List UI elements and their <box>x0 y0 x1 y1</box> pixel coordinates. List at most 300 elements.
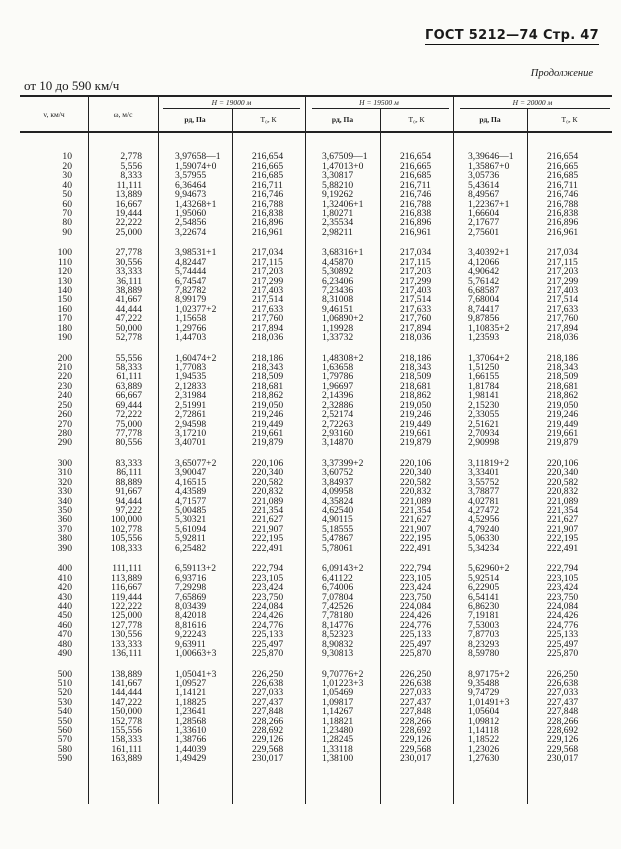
temperature-20000-cell: 228,266 <box>547 715 579 727</box>
speed-kmh-cell: 550 <box>57 715 72 727</box>
column-divider <box>158 96 159 804</box>
pressure-19500-cell: 1,38100 <box>322 753 354 765</box>
pressure-19500-cell: 3,14870 <box>322 437 354 449</box>
speed-kmh-cell: 500 <box>57 668 72 680</box>
speed-kmh-cell: 580 <box>57 743 72 755</box>
speed-kmh-cell: 80 <box>62 217 72 229</box>
speed-kmh-cell: 130 <box>57 275 72 287</box>
pressure-20000-cell: 1,66155 <box>468 371 500 383</box>
speed-kmh-cell: 270 <box>57 418 72 430</box>
pressure-19000-cell: 3,97658—1 <box>175 151 221 163</box>
temperature-19000-cell: 218,343 <box>252 362 284 373</box>
speed-kmh-cell: 140 <box>57 285 72 296</box>
speed-ms-cell: 5,556 <box>120 160 142 172</box>
pressure-19000-cell: 4,71577 <box>175 495 207 507</box>
pressure-19500-cell: 6,09143+2 <box>322 563 364 575</box>
pressure-19500-cell: 7,42526 <box>322 600 354 612</box>
temperature-19000-cell: 218,186 <box>252 352 284 364</box>
speed-kmh-cell: 220 <box>57 371 72 383</box>
pressure-19500-cell: 1,09817 <box>322 696 354 708</box>
pressure-19000-cell: 5,30321 <box>175 514 207 526</box>
pressure-19500-cell: 1,32406+1 <box>322 198 364 210</box>
temperature-19000-cell: 218,509 <box>252 371 284 383</box>
pressure-19000-cell: 1,44703 <box>175 332 207 344</box>
temperature-19500-cell: 224,426 <box>400 610 432 622</box>
pressure-19500-cell: 7,07804 <box>322 591 354 603</box>
speed-kmh-cell: 350 <box>57 505 72 516</box>
speed-ms-cell: 111,111 <box>112 563 142 575</box>
speed-ms-cell: 13,889 <box>115 189 142 201</box>
temperature-19000-cell: 222,491 <box>252 542 284 554</box>
column-divider <box>232 109 233 804</box>
speed-kmh-cell: 290 <box>57 437 72 449</box>
speed-kmh-cell: 20 <box>62 160 72 172</box>
temperature-20000-cell: 219,879 <box>547 437 579 449</box>
pressure-19000-cell: 1,14121 <box>175 687 207 699</box>
speed-kmh-cell: 480 <box>57 638 72 650</box>
pressure-19000-cell: 9,94673 <box>175 189 207 201</box>
pressure-19000-cell: 3,90047 <box>175 467 207 479</box>
pressure-19500-cell: 1,14267 <box>322 706 354 718</box>
temperature-19000-cell: 217,299 <box>252 275 284 287</box>
temperature-19500-cell: 223,750 <box>400 591 432 603</box>
pressure-20000-cell: 1,01491+3 <box>468 696 510 708</box>
speed-ms-cell: 133,333 <box>110 638 142 650</box>
header-altitude-20000: H = 20000 м <box>512 98 553 107</box>
pressure-20000-cell: 8,59780 <box>468 648 500 659</box>
pressure-19000-cell: 1,09527 <box>175 677 207 689</box>
temperature-19000-cell: 224,776 <box>252 619 284 631</box>
speed-ms-cell: 36,111 <box>116 275 142 287</box>
temperature-19500-cell: 221,627 <box>400 514 432 526</box>
speed-kmh-cell: 170 <box>57 313 72 325</box>
temperature-19000-cell: 216,896 <box>252 217 284 229</box>
temperature-20000-cell: 221,907 <box>547 523 579 535</box>
speed-ms-cell: 144,444 <box>110 687 142 699</box>
temperature-19500-cell: 217,034 <box>400 247 432 259</box>
pressure-19000-cell: 1,28568 <box>175 715 207 727</box>
pressure-19500-cell: 8,52323 <box>322 629 354 641</box>
temperature-19000-cell: 225,870 <box>252 648 284 659</box>
temperature-19500-cell: 217,894 <box>400 322 432 334</box>
speed-kmh-cell: 60 <box>62 198 72 210</box>
pressure-19000-cell: 6,93716 <box>175 572 207 584</box>
speed-ms-cell: 58,333 <box>115 362 142 373</box>
speed-kmh-cell: 460 <box>57 619 72 631</box>
speed-kmh-cell: 90 <box>62 226 72 238</box>
speed-kmh-cell: 30 <box>62 170 72 182</box>
temperature-19500-cell: 216,665 <box>400 160 432 172</box>
speed-ms-cell: 116,667 <box>111 582 142 593</box>
speed-ms-cell: 138,889 <box>110 668 142 680</box>
speed-kmh-cell: 510 <box>57 677 72 689</box>
pressure-20000-cell: 3,78877 <box>468 486 500 498</box>
temperature-19500-cell: 216,746 <box>400 189 432 201</box>
temperature-20000-cell: 218,343 <box>547 362 579 373</box>
pressure-19000-cell: 1,43268+1 <box>175 198 217 210</box>
pressure-20000-cell: 6,86230 <box>468 600 500 612</box>
temperature-20000-cell: 223,105 <box>547 572 579 584</box>
pressure-19500-cell: 1,48308+2 <box>322 352 364 364</box>
pressure-19500-cell: 1,63658 <box>322 362 354 373</box>
pressure-19500-cell: 2,52174 <box>322 409 354 421</box>
speed-kmh-cell: 560 <box>57 725 72 736</box>
temperature-19500-cell: 229,126 <box>400 734 432 746</box>
column-divider <box>527 109 528 804</box>
speed-kmh-cell: 210 <box>57 362 72 373</box>
header-subrule <box>460 108 610 109</box>
temperature-19500-cell: 224,776 <box>400 619 432 631</box>
speed-kmh-cell: 180 <box>57 322 72 334</box>
pressure-19500-cell: 3,37399+2 <box>322 457 364 469</box>
temperature-19500-cell: 216,961 <box>400 226 432 238</box>
temperature-19000-cell: 229,568 <box>252 743 284 755</box>
pressure-19000-cell: 1,15658 <box>175 313 207 325</box>
header-speed-kmh: v, км/ч <box>43 110 65 119</box>
temperature-19000-cell: 220,832 <box>252 486 284 498</box>
temperature-20000-cell: 227,848 <box>547 706 579 718</box>
temperature-19500-cell: 218,509 <box>400 371 432 383</box>
speed-ms-cell: 72,222 <box>115 409 142 421</box>
temperature-19500-cell: 218,343 <box>400 362 432 373</box>
temperature-19000-cell: 217,760 <box>252 313 284 325</box>
temperature-19500-cell: 216,896 <box>400 217 432 229</box>
temperature-19000-cell: 218,862 <box>252 390 284 402</box>
temperature-19000-cell: 216,838 <box>252 207 284 219</box>
pressure-19000-cell: 6,74547 <box>175 275 207 287</box>
pressure-19000-cell: 1,59074+0 <box>175 160 217 172</box>
pressure-19500-cell: 2,93160 <box>322 428 354 439</box>
pressure-19000-cell: 9,63911 <box>175 638 206 650</box>
speed-ms-cell: 8,333 <box>120 170 142 182</box>
temperature-19000-cell: 219,661 <box>252 428 284 439</box>
temperature-19000-cell: 219,879 <box>252 437 284 449</box>
temperature-19000-cell: 216,746 <box>252 189 284 201</box>
speed-ms-cell: 155,556 <box>110 725 142 736</box>
speed-ms-cell: 61,111 <box>116 371 142 383</box>
temperature-19000-cell: 220,340 <box>252 467 284 479</box>
temperature-20000-cell: 221,089 <box>547 495 579 507</box>
speed-ms-cell: 38,889 <box>115 285 142 296</box>
pressure-19000-cell: 1,00663+3 <box>175 648 217 659</box>
pressure-19500-cell: 1,79786 <box>322 371 354 383</box>
pressure-19000-cell: 1,18825 <box>175 696 207 708</box>
temperature-19500-cell: 218,036 <box>400 332 432 344</box>
header-altitude-19500: H = 19500 м <box>359 98 399 107</box>
pressure-19000-cell: 5,00485 <box>175 505 207 516</box>
pressure-20000-cell: 1,66604 <box>468 207 500 219</box>
pressure-19500-cell: 8,14776 <box>322 619 354 631</box>
temperature-19500-cell: 225,497 <box>400 638 432 650</box>
speed-kmh-cell: 390 <box>57 542 72 554</box>
pressure-19500-cell: 2,32886 <box>322 399 354 411</box>
pressure-20000-cell: 2,15230 <box>468 399 500 411</box>
pressure-19000-cell: 3,57955 <box>175 170 207 182</box>
pressure-19500-cell: 3,84937 <box>322 476 354 488</box>
temperature-19500-cell: 228,692 <box>400 725 432 736</box>
pressure-19000-cell: 1,60474+2 <box>175 352 217 364</box>
temperature-19500-cell: 228,266 <box>400 715 432 727</box>
pressure-20000-cell: 7,68004 <box>468 294 500 306</box>
speed-kmh-cell: 260 <box>57 409 72 421</box>
pressure-19000-cell: 6,59113+2 <box>175 563 217 575</box>
speed-ms-cell: 52,778 <box>115 332 142 344</box>
speed-kmh-cell: 50 <box>62 189 72 201</box>
pressure-19500-cell: 1,47013+0 <box>322 160 364 172</box>
temperature-19000-cell: 230,017 <box>252 753 284 765</box>
temperature-20000-cell: 217,299 <box>547 275 579 287</box>
pressure-19500-cell: 3,68316+1 <box>322 247 364 259</box>
pressure-20000-cell: 5,62960+2 <box>468 563 510 575</box>
temperature-19500-cell: 217,514 <box>400 294 432 306</box>
speed-ms-cell: 108,333 <box>110 542 142 554</box>
pressure-19500-cell: 9,46151 <box>322 303 354 315</box>
table-top-rule <box>20 95 612 97</box>
temperature-20000-cell: 218,186 <box>547 352 579 364</box>
pressure-20000-cell: 1,81784 <box>468 380 500 392</box>
temperature-20000-cell: 228,692 <box>547 725 579 736</box>
pressure-19500-cell: 1,06890+2 <box>322 313 364 325</box>
pressure-20000-cell: 2,33055 <box>468 409 500 421</box>
speed-kmh-cell: 420 <box>57 582 72 593</box>
temperature-19000-cell: 229,126 <box>252 734 284 746</box>
pressure-20000-cell: 8,74417 <box>468 303 500 315</box>
pressure-19500-cell: 1,28245 <box>322 734 354 746</box>
speed-ms-cell: 119,444 <box>111 591 142 603</box>
temperature-20000-cell: 219,449 <box>547 418 579 430</box>
temperature-20000-cell: 219,246 <box>547 409 579 421</box>
pressure-19000-cell: 2,31984 <box>175 390 207 402</box>
speed-kmh-cell: 10 <box>62 151 72 163</box>
speed-kmh-cell: 110 <box>57 256 72 268</box>
temperature-20000-cell: 217,894 <box>547 322 579 334</box>
speed-ms-cell: 97,222 <box>115 505 142 516</box>
pressure-19500-cell: 1,23480 <box>322 725 354 736</box>
pressure-19500-cell: 6,23406 <box>322 275 354 287</box>
temperature-19000-cell: 217,403 <box>252 285 284 296</box>
pressure-19000-cell: 2,54856 <box>175 217 207 229</box>
document-header: ГОСТ 5212—74 Стр. 47 <box>424 28 599 43</box>
temperature-20000-cell: 226,638 <box>547 677 579 689</box>
pressure-19500-cell: 3,67509—1 <box>322 151 368 163</box>
pressure-19000-cell: 7,82782 <box>175 285 207 296</box>
pressure-19500-cell: 1,19928 <box>322 322 354 334</box>
pressure-19500-cell: 4,45870 <box>322 256 354 268</box>
temperature-20000-cell: 218,681 <box>547 380 579 392</box>
speed-ms-cell: 75,000 <box>115 418 142 430</box>
speed-kmh-cell: 430 <box>57 591 72 603</box>
pressure-19500-cell: 1,05469 <box>322 687 354 699</box>
pressure-20000-cell: 1,37064+2 <box>468 352 510 364</box>
speed-kmh-cell: 320 <box>57 476 72 488</box>
pressure-20000-cell: 2,75601 <box>468 226 500 238</box>
pressure-19500-cell: 1,80271 <box>322 207 354 219</box>
pressure-20000-cell: 1,98141 <box>468 390 500 402</box>
pressure-19000-cell: 2,51991 <box>175 399 207 411</box>
temperature-19000-cell: 216,788 <box>252 198 284 210</box>
pressure-19000-cell: 5,61094 <box>175 523 207 535</box>
temperature-19000-cell: 221,907 <box>252 523 284 535</box>
speed-kmh-cell: 150 <box>57 294 72 306</box>
speed-kmh-cell: 190 <box>57 332 72 344</box>
pressure-19000-cell: 1,33610 <box>175 725 207 736</box>
pressure-19000-cell: 1,05041+3 <box>175 668 217 680</box>
temperature-19500-cell: 226,250 <box>400 668 432 680</box>
speed-ms-cell: 147,222 <box>110 696 142 708</box>
speed-ms-cell: 2,778 <box>120 151 142 163</box>
temperature-20000-cell: 226,250 <box>547 668 579 680</box>
temperature-20000-cell: 217,760 <box>547 313 579 325</box>
temperature-19000-cell: 223,105 <box>252 572 284 584</box>
pressure-19000-cell: 3,40701 <box>175 437 207 449</box>
temperature-19500-cell: 227,848 <box>400 706 432 718</box>
temperature-20000-cell: 218,862 <box>547 390 579 402</box>
speed-ms-cell: 150,000 <box>110 706 142 718</box>
speed-kmh-cell: 40 <box>62 179 72 191</box>
temperature-20000-cell: 217,115 <box>547 256 578 268</box>
pressure-19000-cell: 1,77083 <box>175 362 207 373</box>
pressure-19500-cell: 5,88210 <box>322 179 354 191</box>
speed-kmh-cell: 530 <box>57 696 72 708</box>
header-pressure: pд, Па <box>184 115 206 124</box>
speed-ms-cell: 86,111 <box>116 467 142 479</box>
temperature-20000-cell: 227,437 <box>547 696 579 708</box>
temperature-19500-cell: 217,633 <box>400 303 432 315</box>
pressure-19000-cell: 6,25482 <box>175 542 207 554</box>
temperature-19500-cell: 217,760 <box>400 313 432 325</box>
temperature-20000-cell: 229,568 <box>547 743 579 755</box>
pressure-19500-cell: 7,78180 <box>322 610 354 622</box>
temperature-20000-cell: 222,794 <box>547 563 579 575</box>
speed-kmh-cell: 300 <box>57 457 72 469</box>
pressure-19000-cell: 1,49429 <box>175 753 207 765</box>
temperature-19500-cell: 222,195 <box>400 533 432 545</box>
temperature-19000-cell: 216,961 <box>252 226 284 238</box>
speed-kmh-cell: 540 <box>57 706 72 718</box>
speed-ms-cell: 33,333 <box>115 266 142 278</box>
header-pressure: pд, Па <box>479 115 501 124</box>
temperature-19500-cell: 218,681 <box>400 380 432 392</box>
temperature-19500-cell: 221,354 <box>400 505 432 516</box>
temperature-19500-cell: 221,089 <box>400 495 432 507</box>
temperature-20000-cell: 227,033 <box>547 687 579 699</box>
temperature-19500-cell: 217,403 <box>400 285 432 296</box>
pressure-19500-cell: 4,90115 <box>322 514 353 526</box>
temperature-20000-cell: 217,403 <box>547 285 579 296</box>
pressure-19000-cell: 2,72861 <box>175 409 207 421</box>
temperature-19000-cell: 216,711 <box>252 179 283 191</box>
pressure-19500-cell: 1,01223+3 <box>322 677 364 689</box>
pressure-19000-cell: 8,42018 <box>175 610 207 622</box>
pressure-19500-cell: 9,70776+2 <box>322 668 364 680</box>
pressure-20000-cell: 4,79240 <box>468 523 500 535</box>
pressure-20000-cell: 7,53003 <box>468 619 500 631</box>
temperature-20000-cell: 216,838 <box>547 207 579 219</box>
temperature-19500-cell: 219,050 <box>400 399 432 411</box>
temperature-20000-cell: 216,665 <box>547 160 579 172</box>
speed-kmh-cell: 360 <box>57 514 72 526</box>
pressure-19500-cell: 3,60752 <box>322 467 354 479</box>
temperature-20000-cell: 216,654 <box>547 151 579 163</box>
pressure-19000-cell: 3,17210 <box>175 428 207 439</box>
temperature-19500-cell: 216,685 <box>400 170 432 182</box>
temperature-19000-cell: 227,437 <box>252 696 284 708</box>
temperature-19500-cell: 220,340 <box>400 467 432 479</box>
temperature-19000-cell: 226,638 <box>252 677 284 689</box>
pressure-20000-cell: 1,23593 <box>468 332 500 344</box>
pressure-19500-cell: 1,33118 <box>322 743 353 755</box>
speed-kmh-cell: 330 <box>57 486 72 498</box>
pressure-20000-cell: 5,06330 <box>468 533 500 545</box>
temperature-19000-cell: 228,692 <box>252 725 284 736</box>
pressure-19000-cell: 9,22243 <box>175 629 207 641</box>
speed-kmh-cell: 240 <box>57 390 72 402</box>
temperature-19500-cell: 225,870 <box>400 648 432 659</box>
speed-ms-cell: 63,889 <box>115 380 142 392</box>
speed-kmh-cell: 440 <box>57 600 72 612</box>
temperature-19000-cell: 220,582 <box>252 476 284 488</box>
pressure-19000-cell: 8,99179 <box>175 294 207 306</box>
speed-ms-cell: 80,556 <box>115 437 142 449</box>
temperature-19500-cell: 220,582 <box>400 476 432 488</box>
speed-ms-cell: 94,444 <box>115 495 142 507</box>
pressure-19000-cell: 1,02377+2 <box>175 303 217 315</box>
speed-ms-cell: 163,889 <box>110 753 142 765</box>
temperature-20000-cell: 216,685 <box>547 170 579 182</box>
temperature-20000-cell: 220,832 <box>547 486 579 498</box>
speed-ms-cell: 105,556 <box>110 533 142 545</box>
temperature-20000-cell: 216,961 <box>547 226 579 238</box>
temperature-19500-cell: 219,879 <box>400 437 432 449</box>
speed-ms-cell: 122,222 <box>110 600 142 612</box>
column-divider <box>380 109 381 804</box>
temperature-19500-cell: 216,838 <box>400 207 432 219</box>
temperature-19500-cell: 216,788 <box>400 198 432 210</box>
pressure-19000-cell: 7,29298 <box>175 582 207 593</box>
temperature-19000-cell: 225,497 <box>252 638 284 650</box>
speed-kmh-cell: 70 <box>62 207 72 219</box>
temperature-20000-cell: 216,711 <box>547 179 578 191</box>
temperature-19000-cell: 217,034 <box>252 247 284 259</box>
pressure-19500-cell: 2,35534 <box>322 217 354 229</box>
speed-ms-cell: 47,222 <box>115 313 142 325</box>
pressure-20000-cell: 7,87703 <box>468 629 500 641</box>
pressure-19500-cell: 5,18555 <box>322 523 354 535</box>
temperature-20000-cell: 217,203 <box>547 266 579 278</box>
pressure-20000-cell: 1,23026 <box>468 743 500 755</box>
temperature-20000-cell: 216,896 <box>547 217 579 229</box>
pressure-19500-cell: 4,62540 <box>322 505 354 516</box>
speed-ms-cell: 30,556 <box>115 256 142 268</box>
speed-ms-cell: 41,667 <box>115 294 142 306</box>
pressure-20000-cell: 5,92514 <box>468 572 500 584</box>
header-pressure: pд, Па <box>331 115 354 124</box>
pressure-20000-cell: 4,02781 <box>468 495 500 507</box>
speed-ms-cell: 102,778 <box>110 523 142 535</box>
temperature-19500-cell: 219,661 <box>400 428 432 439</box>
pressure-20000-cell: 7,19181 <box>468 610 500 622</box>
speed-kmh-cell: 400 <box>57 563 72 575</box>
speed-ms-cell: 16,667 <box>115 198 142 210</box>
temperature-19000-cell: 217,894 <box>252 322 284 334</box>
temperature-20000-cell: 218,509 <box>547 371 579 383</box>
pressure-19000-cell: 3,22674 <box>175 226 207 238</box>
pressure-19000-cell: 7,65869 <box>175 591 207 603</box>
speed-kmh-cell: 310 <box>57 467 72 479</box>
speed-ms-cell: 88,889 <box>115 476 142 488</box>
temperature-19500-cell: 227,437 <box>400 696 432 708</box>
temperature-19000-cell: 217,633 <box>252 303 284 315</box>
